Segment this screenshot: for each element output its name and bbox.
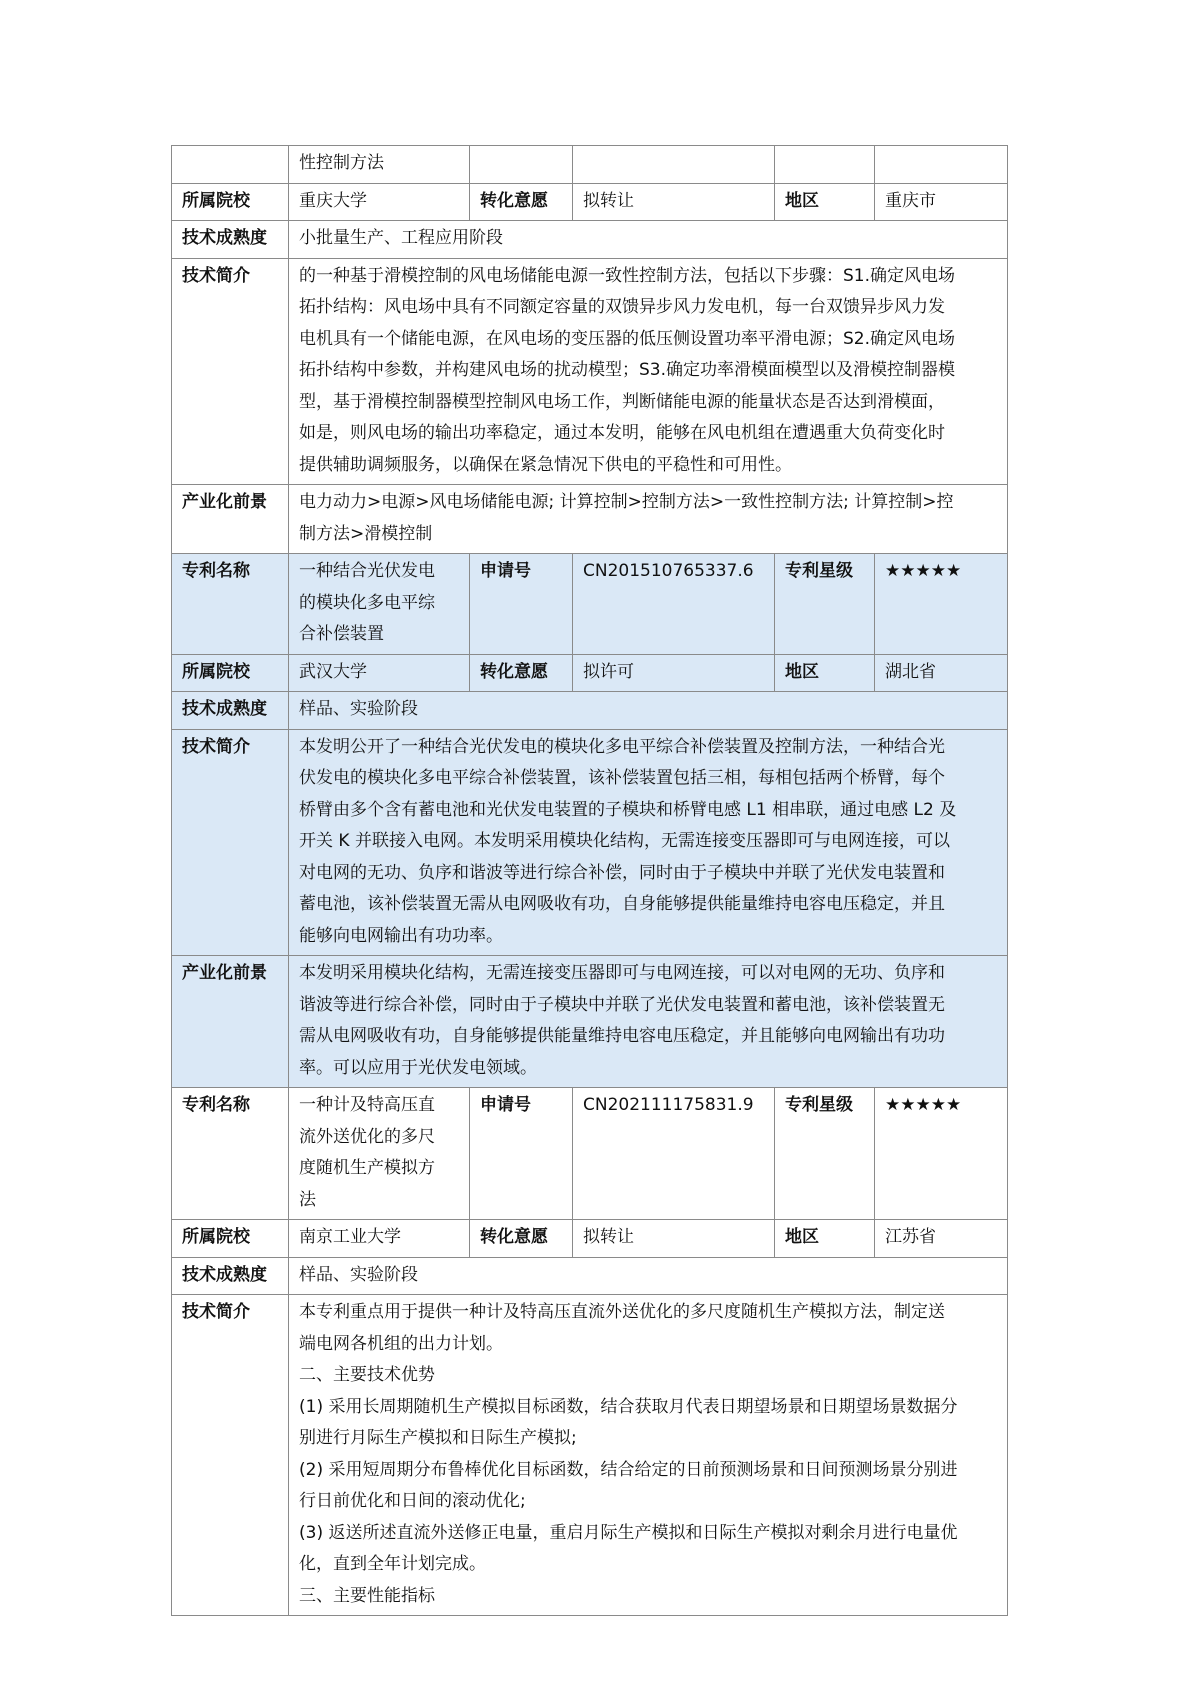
text-line: 的模块化多电平综: [299, 592, 435, 613]
prospect-text: [289, 485, 1008, 554]
patent-name-label: 专利名称: [172, 1088, 289, 1220]
record1-maturity-row: [172, 221, 1008, 259]
record2-prospect-row: [172, 956, 1008, 1088]
empty-cell: [875, 146, 1008, 184]
maturity-label: 技术成熟度: [172, 1257, 289, 1295]
patent-name-value: [289, 1088, 470, 1220]
text-line: 率。可以应用于光伏发电领域。: [299, 1057, 537, 1078]
school-value: 重庆大学: [289, 183, 470, 221]
record2-maturity-row: [172, 692, 1008, 730]
text-line: 一种计及特高压直: [299, 1095, 435, 1115]
text-line: 行日前优化和日间的滚动优化;: [299, 1491, 526, 1511]
text-line: (2) 采用短周期分布鲁棒优化目标函数，结合给定的日前预测场景和日间预测场景分别进: [299, 1459, 958, 1480]
summary-text: [289, 258, 1008, 485]
stars-label: 专利星级: [775, 1088, 875, 1220]
record3-summary-row: [172, 1295, 1008, 1616]
text-line: 需从电网吸收有功，自身能够提供能量维持电容电压稳定，并且能够向电网输出有功功: [299, 1026, 945, 1046]
text-line: 别进行月际生产模拟和日际生产模拟;: [299, 1428, 577, 1448]
text-line: 本专利重点用于提供一种计及特高压直流外送优化的多尺度随机生产模拟方法，制定送: [299, 1302, 945, 1322]
prospect-label: 产业化前景: [172, 956, 289, 1088]
section-heading: 三、主要性能指标: [299, 1585, 435, 1606]
school-label: 所属院校: [172, 654, 289, 692]
text-line: 一种结合光伏发电: [299, 561, 435, 581]
summary-text: [289, 1295, 1008, 1616]
text-line: 谐波等进行综合补偿，同时由于子模块中并联了光伏发电装置和蓄电池，该补偿装置无: [299, 994, 945, 1015]
text-line: 法: [299, 1189, 316, 1210]
text-line: 能够向电网输出有功功率。: [299, 925, 503, 946]
text-line: 电机具有一个储能电源，在风电场的变压器的低压侧设置功率平滑电源；S2.确定风电场: [299, 328, 956, 349]
text-line: 本发明公开了一种结合光伏发电的模块化多电平综合补偿装置及控制方法，一种结合光: [299, 736, 945, 757]
text-line: 如是，则风电场的输出功率稳定，通过本发明，能够在风电机组在遭遇重大负荷变化时: [299, 423, 945, 443]
stars-value: ★★★★★: [875, 554, 1008, 655]
text-line: 端电网各机组的出力计划。: [299, 1333, 503, 1354]
text-line: 伏发电的模块化多电平综合补偿装置，该补偿装置包括三相，每相包括两个桥臂，每个: [299, 768, 945, 788]
record1-prospect-row: [172, 485, 1008, 554]
record2-name-row: [172, 554, 1008, 655]
app-no-label: 申请号: [470, 554, 573, 655]
text-line: 拓扑结构中参数，并构建风电场的扰动模型；S3.确定功率滑模面模型以及滑模控制器模: [299, 360, 956, 380]
text-line: 本发明采用模块化结构，无需连接变压器即可与电网连接，可以对电网的无功、负序和: [299, 963, 945, 983]
app-no-label: 申请号: [470, 1088, 573, 1220]
maturity-value: 样品、实验阶段: [289, 692, 1008, 730]
patent-name-value: [289, 554, 470, 655]
section-heading: 二、主要技术优势: [299, 1365, 435, 1385]
intent-value: 拟转让: [573, 183, 775, 221]
school-label: 所属院校: [172, 183, 289, 221]
maturity-value: 样品、实验阶段: [289, 1257, 1008, 1295]
stars-label: 专利星级: [775, 554, 875, 655]
stars-value: ★★★★★: [875, 1088, 1008, 1220]
text-line: 开关 K 并联接入电网。本发明采用模块化结构，无需连接变压器即可与电网连接，可以: [299, 831, 950, 851]
record1-name-row: [172, 146, 1008, 184]
text-line: 拓扑结构：风电场中具有不同额定容量的双馈异步风力发电机，每一台双馈异步风力发: [299, 297, 945, 317]
maturity-label: 技术成熟度: [172, 692, 289, 730]
school-value: 武汉大学: [289, 654, 470, 692]
record3-maturity-row: [172, 1257, 1008, 1295]
text-line: (1) 采用长周期随机生产模拟目标函数，结合获取月代表日期望场景和日期望场景数据分: [299, 1396, 958, 1417]
region-value: 重庆市: [875, 183, 1008, 221]
maturity-label: 技术成熟度: [172, 221, 289, 259]
patent-name-tail: 性控制方法: [289, 146, 470, 184]
text-line: 流外送优化的多尺: [299, 1126, 435, 1147]
text-line: 度随机生产模拟方: [299, 1158, 435, 1178]
text-line: 提供辅助调频服务，以确保在紧急情况下供电的平稳性和可用性。: [299, 454, 792, 475]
prospect-label: 产业化前景: [172, 485, 289, 554]
school-label: 所属院校: [172, 1220, 289, 1258]
text-line: 的一种基于滑模控制的风电场储能电源一致性控制方法，包括以下步骤：S1.确定风电场: [299, 265, 956, 286]
patent-name-label: 专利名称: [172, 554, 289, 655]
record1-school-row: [172, 183, 1008, 221]
summary-label: 技术简介: [172, 258, 289, 485]
app-no-value: CN202111175831.9: [573, 1088, 775, 1220]
intent-label: 转化意愿: [470, 654, 573, 692]
summary-text: [289, 729, 1008, 956]
text-line: 桥臂由多个含有蓄电池和光伏发电装置的子模块和桥臂电感 L1 相串联，通过电感 L2 及: [299, 799, 957, 820]
patent-table: [171, 145, 1008, 1616]
record3-name-row: [172, 1088, 1008, 1220]
summary-label: 技术简介: [172, 729, 289, 956]
text-line: 化，直到全年计划完成。: [299, 1554, 486, 1574]
region-label: 地区: [775, 654, 875, 692]
region-label: 地区: [775, 1220, 875, 1258]
app-no-value: CN201510765337.6: [573, 554, 775, 655]
record2-summary-row: [172, 729, 1008, 956]
text-line: 蓄电池，该补偿装置无需从电网吸收有功，自身能够提供能量维持电容电压稳定，并且: [299, 894, 945, 914]
empty-cell: [470, 146, 573, 184]
region-label: 地区: [775, 183, 875, 221]
text-line: 合补偿装置: [299, 624, 384, 644]
intent-label: 转化意愿: [470, 1220, 573, 1258]
text-line: 型，基于滑模控制器模型控制风电场工作，判断储能电源的能量状态是否达到滑模面，: [299, 391, 945, 412]
text-line: 制方法>滑模控制: [299, 523, 433, 544]
empty-cell: [573, 146, 775, 184]
record1-summary-row: [172, 258, 1008, 485]
prospect-text: [289, 956, 1008, 1088]
record3-school-row: [172, 1220, 1008, 1258]
intent-value: 拟转让: [573, 1220, 775, 1258]
summary-label: 技术简介: [172, 1295, 289, 1616]
text-line: (3) 返送所述直流外送修正电量，重启月际生产模拟和日际生产模拟对剩余月进行电量优: [299, 1522, 958, 1543]
record2-school-row: [172, 654, 1008, 692]
intent-label: 转化意愿: [470, 183, 573, 221]
empty-cell: [775, 146, 875, 184]
region-value: 江苏省: [875, 1220, 1008, 1258]
empty-cell: [172, 146, 289, 184]
text-line: 对电网的无功、负序和谐波等进行综合补偿，同时由于子模块中并联了光伏发电装置和: [299, 862, 945, 883]
region-value: 湖北省: [875, 654, 1008, 692]
text-line: 电力动力>电源>风电场储能电源; 计算控制>控制方法>一致性控制方法; 计算控制>控: [299, 492, 954, 512]
intent-value: 拟许可: [573, 654, 775, 692]
school-value: 南京工业大学: [289, 1220, 470, 1258]
maturity-value: 小批量生产、工程应用阶段: [289, 221, 1008, 259]
